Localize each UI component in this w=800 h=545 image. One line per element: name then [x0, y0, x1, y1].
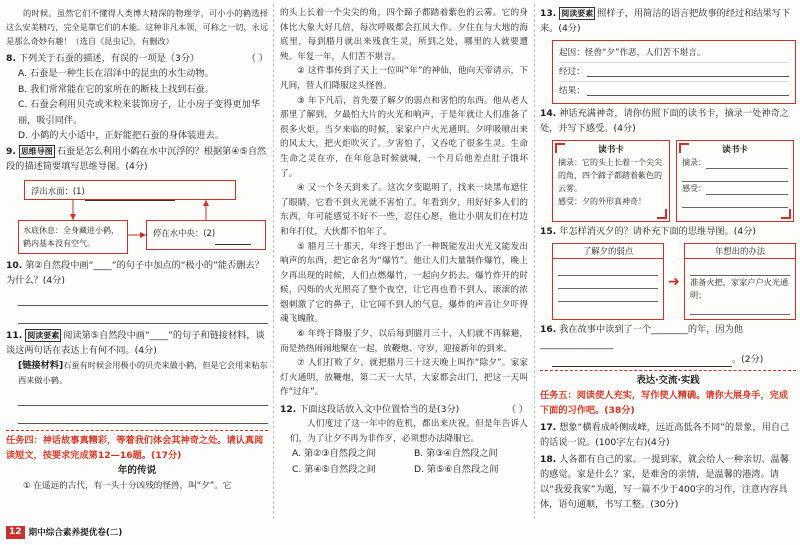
- arrow-icon: ➜: [668, 273, 680, 290]
- answer-line[interactable]: [18, 390, 268, 406]
- option-b[interactable]: B. 第③④自然段之间: [414, 448, 498, 460]
- page-number: 12: [6, 526, 25, 539]
- question-10: 10. 第②自然段中画“____”的句子中加点的“极小的”能否删去？为什么？(4分): [6, 258, 268, 324]
- mind-map: [18, 178, 268, 256]
- story-paragraph-1: ① 在遥远的古代，有一头十分凶残的怪兽，叫“夕”。它: [23, 480, 232, 491]
- question-18: 18. 人各都有自己的家。一提到家，就会给人一种亲切、温馨的感觉。家是什么？家，是难舍的亲情，是温馨的港湾。请以“我爱我家”为题，写一篇不少于400字的习作，注意内容具体，语句通顺，书写工整。(30分): [540, 454, 789, 510]
- question-15: 15. 年怎样消灭夕的？请补充下面的思维导图。(4分) 了解夕的弱点 ➜ 年想出的办法 准备火把，家家户户火光通明；: [540, 224, 796, 320]
- question-14: 14. 神话充满神奇，请你仿照下面的读书卡，摘录一处神奇之处，并写下感受。(4分) 读书卡 摘录：它的头上长着一个尖尖的角，四个蹄子都踏着紫色的云雾。 感受：夕的外形真神奇！ 读书卡 摘录： 感受：: [540, 106, 796, 222]
- column-divider: [273, 4, 274, 519]
- footer-title: 期中综合素养提优卷(二): [28, 528, 123, 538]
- story-paragraph: ⑦ 人们打败了夕，就把腊月三十这天晚上叫作“除夕”。家家灯火通明，放鞭炮，第二天一大早，大家都会出门，把这一天叫作“过年”。: [280, 358, 528, 398]
- story-paragraph: ⑥ 年终于降服了夕，以后每到腊月三十，人们就不再躲避，而是热热闹闹地聚在一起，放鞭炮、守岁，迎接新年的到来。: [280, 329, 528, 354]
- option-d[interactable]: D. 小鹤的大小适中，正好能把石蚕的身体装进去。: [18, 130, 224, 142]
- section-title: 表达·交流·实践: [540, 370, 796, 388]
- option-d[interactable]: D. 第⑤⑥自然段之间: [414, 463, 499, 475]
- mind-map-rest: 水底休息：全身藏进小鹤，鹤内基本没有空气。: [18, 220, 128, 254]
- question-12: 12. 下面这段话放入文中位置恰当的是(3分) （ ） 人们度过了这一年中的危机，都出来庆祝。但是年告诉人们，为了让夕不再为非作歹，必须想办法降服它。 A. 第②③自然段之间 B. 第③④自然段之间 C. 第④⑤自然段之间 D. 第⑤⑥自然段之间: [280, 402, 528, 477]
- story-paragraph: ② 这件事传到了天上一位叫“年”的神仙，他向天帝请示，下凡间，替人们降服这头怪兽。: [280, 66, 528, 91]
- question-8: 8. 下列关于石蚕的描述，有误的一项是（3分） （ ） A. 石蚕是一种生长在沼泽中的昆虫的水生动物。 B. 我们常常能在它的家所在的断枝上找到石蚕。 C. 石蚕会利用贝壳或米粒来装饰房子，让小房子变得更加华丽，吸引同伴。 D. 小鹤的大小适中，正好能把石蚕的身体装进去。: [6, 51, 268, 144]
- answer-line[interactable]: [18, 308, 268, 324]
- plot-cause: 起因：怪兽“夕”作恶，人们苦不堪言。: [559, 44, 789, 63]
- story-paragraph: ③ 年下凡后，首先要了解夕的弱点和害怕的东西。他从老人那里了解到，夕最怕大片的火光和响声，于是年就让人们准备了很多火炬，当夕来临的时候，家家户户火光通明。夕呼吸喷出来的风太大，把火炬吹灭了。夕害怕了，又吞吃了很多生灵。生命生命之灵在亦，在年危急时候就喊，一个月后他差点肚子饿坏了。: [280, 95, 528, 179]
- story-title: 年的传说: [117, 464, 157, 476]
- task-four: 任务四：神话故事真精彩，等着我们体会其神奇之处。请认真阅读短文，按要求完成第12—16题。(17分): [6, 434, 264, 461]
- right-column: [540, 6, 796, 512]
- story-paragraph: ⑤ 腊月三十那天，年终于想出了一种既能发出火光又能发出响声的东西，把它命名为“爆竹”。他让人们大量制作爆竹，晚上夕再出现的时候，人们点燃爆竹，一起向夕扔去。爆竹炸开的时候，闪烁的火光照亮了整个夜空，让它再也看不到人，滚滚的浓烟刺激了它的鼻子，让它闻不到人的气息，爆炸的声音让夕吓得魂飞魄散。: [280, 241, 528, 325]
- answer-line[interactable]: [18, 290, 268, 306]
- question-12-quote: 人们度过了这一年中的危机，都出来庆祝。但是年告诉人们，为了让夕不再为非作歹，必须想办法降服它。: [290, 419, 528, 444]
- plot-process[interactable]: 经过：: [559, 63, 789, 82]
- option-b[interactable]: B. 我们常常能在它的家所在的断枝上找到石蚕。: [18, 83, 214, 95]
- story-plot-box: [552, 40, 796, 104]
- question-17: 17. 想象“横看成岭侧成峰，远近高低各不同”的景象，用自己的话说一说。(100字左右)(4分): [540, 422, 790, 448]
- story-paragraph: ④ 又一个冬天到来了。这次夕变聪明了，找来一块黑布遮住了眼睛，它看不到火光就不害怕了。年看到夕，用好好多人们的东西，年可能感觉不好不一些，忍住心愿，他让小朋友们在村边和年打仗，大伙都不怕年了。: [280, 183, 528, 237]
- task-five: 任务五：阅读使人充实，写作使人精确。请你大展身手，完成下面的习作吧。(38分): [540, 390, 789, 416]
- page-footer: [6, 525, 122, 539]
- question-13: 13. 阅读要素 照样子，用简洁的语言把故事的经过和结果写下来。(4分) 起因：怪兽“夕”作恶，人们苦不堪言。 经过： 结果：: [540, 6, 796, 104]
- weakness-box[interactable]: 了解夕的弱点: [552, 243, 664, 320]
- option-c[interactable]: C. 石蚕会利用贝壳或米粒来装饰房子，让小房子变得更加华丽，吸引同伴。: [18, 99, 260, 126]
- mind-map-float[interactable]: 浮出水面：(1): [24, 180, 236, 200]
- left-column: [6, 6, 268, 494]
- middle-column: [280, 6, 528, 477]
- task-separator: [6, 430, 268, 431]
- answer-line[interactable]: [18, 408, 268, 424]
- reading-card-blank[interactable]: 读书卡 摘录： 感受：: [676, 140, 794, 222]
- question-16: 16. 我在故事中读到了一个________的年，因为他________________ 。(2分): [540, 324, 764, 365]
- question-9: 9. 思维导图 石蚕是怎么利用小鹤在水中沉浮的？根据第④⑤自然段的描述简要填写思维导图。(4分) 浮出水面：(1) 水底休息：全身藏进小鹤，鹤内基本没有空气。 停在水中央：(2): [6, 144, 268, 256]
- question-11: 11. 阅读要素 阅读第⑤自然段中画“____”的句子和链接材料，谈谈这两句话在表达上有何不同。(4分) [链接材料]石蚕有时候会用极小的贝壳来做小鹤，但是它会用来粘东西来做小鹤。: [6, 328, 268, 424]
- option-a[interactable]: A. 石蚕是一种生长在沼泽中的昆虫的水生动物。: [18, 68, 214, 79]
- plot-result[interactable]: 结果：: [559, 82, 789, 100]
- reading-card-example: 读书卡 摘录：它的头上长着一个尖尖的角，四个蹄子都踏着紫色的云雾。 感受：夕的外形真神奇！: [552, 140, 670, 222]
- intro-text: 的时候。虽然它们不懂得人类博大精深的物理学，可小小的鹤选择这么安美精巧，完全是靠它们的本能。这种非凡本领，可称之一切，永远是那么奇妙有趣！（选自《昆虫记》，有删改）: [6, 8, 269, 46]
- column-divider: [534, 4, 535, 519]
- solution-box[interactable]: 年想出的办法 准备火把，家家户户火光通明；: [684, 243, 796, 320]
- story-paragraph: 的头上长着一个尖尖的角，四个蹄子都踏着紫色的云雾。它的身体比大象大好几倍，每次呼吸都会扛风大作。夕住在与大地的海底里，每到腊月就出来残食生灵，所到之处，哪里的人就要遭殃。年复一年，人们苦不堪言。: [280, 8, 528, 62]
- mind-map-middle[interactable]: 停在水中央：(2): [146, 220, 266, 250]
- option-a[interactable]: A. 第②③自然段之间: [292, 448, 376, 460]
- option-c[interactable]: C. 第④⑤自然段之间: [292, 463, 376, 475]
